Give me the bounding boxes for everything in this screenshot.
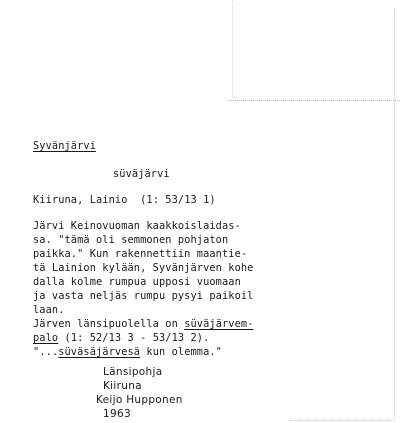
- location-line: [33, 194, 216, 207]
- dialect-form: süväjärvi: [113, 168, 170, 180]
- related-name-part-a: süväjärvem-: [184, 318, 254, 330]
- location-label: Kiiruna, Lainio: [33, 194, 128, 206]
- body-line-3: paikka." Kun rakennettiin maantie-: [33, 248, 248, 260]
- body-line-8-text: Järven länsipuolella on: [33, 318, 178, 330]
- collector-year: 1963: [103, 408, 131, 420]
- quote-suffix: kun olemma.": [140, 346, 222, 358]
- body-line-4: tä Lainion kylään, Syvänjärven kohe: [33, 262, 254, 274]
- related-reference: (1: 52/13 3 - 53/13 2).: [64, 332, 210, 344]
- body-line-1: Järvi Keinovuoman kaakkoislaidas-: [33, 220, 241, 232]
- body-line-5: dalla kolme rumpua upposi vuomaan: [33, 276, 241, 288]
- map-reference: (1: 53/13 1): [140, 194, 216, 206]
- body-line-8: [33, 318, 254, 331]
- scan-edge-left: [232, 0, 233, 98]
- related-name-part-b: palo: [33, 332, 59, 344]
- scan-edge-top: [228, 100, 400, 101]
- quote-line: [33, 346, 222, 359]
- collector-place: Kiiruna: [103, 380, 142, 392]
- body-line-6: ja vasta neljäs rumpu pysyi paikoil: [33, 290, 254, 302]
- quote-prefix: "...: [33, 346, 59, 358]
- body-line-7: laan.: [33, 304, 65, 316]
- body-line-2: sa. "tämä oli semmonen pohjaton: [33, 234, 229, 246]
- headword: Syvänjärvi: [33, 140, 96, 152]
- collector-name: Keijo Hupponen: [96, 394, 183, 406]
- quote-name: süväsäjärvesä: [58, 346, 141, 358]
- scan-edge-right: [394, 8, 395, 418]
- scan-edge-bottom: [290, 420, 394, 421]
- collector-region: Länsipohja: [103, 366, 163, 378]
- body-line-9: [33, 332, 209, 345]
